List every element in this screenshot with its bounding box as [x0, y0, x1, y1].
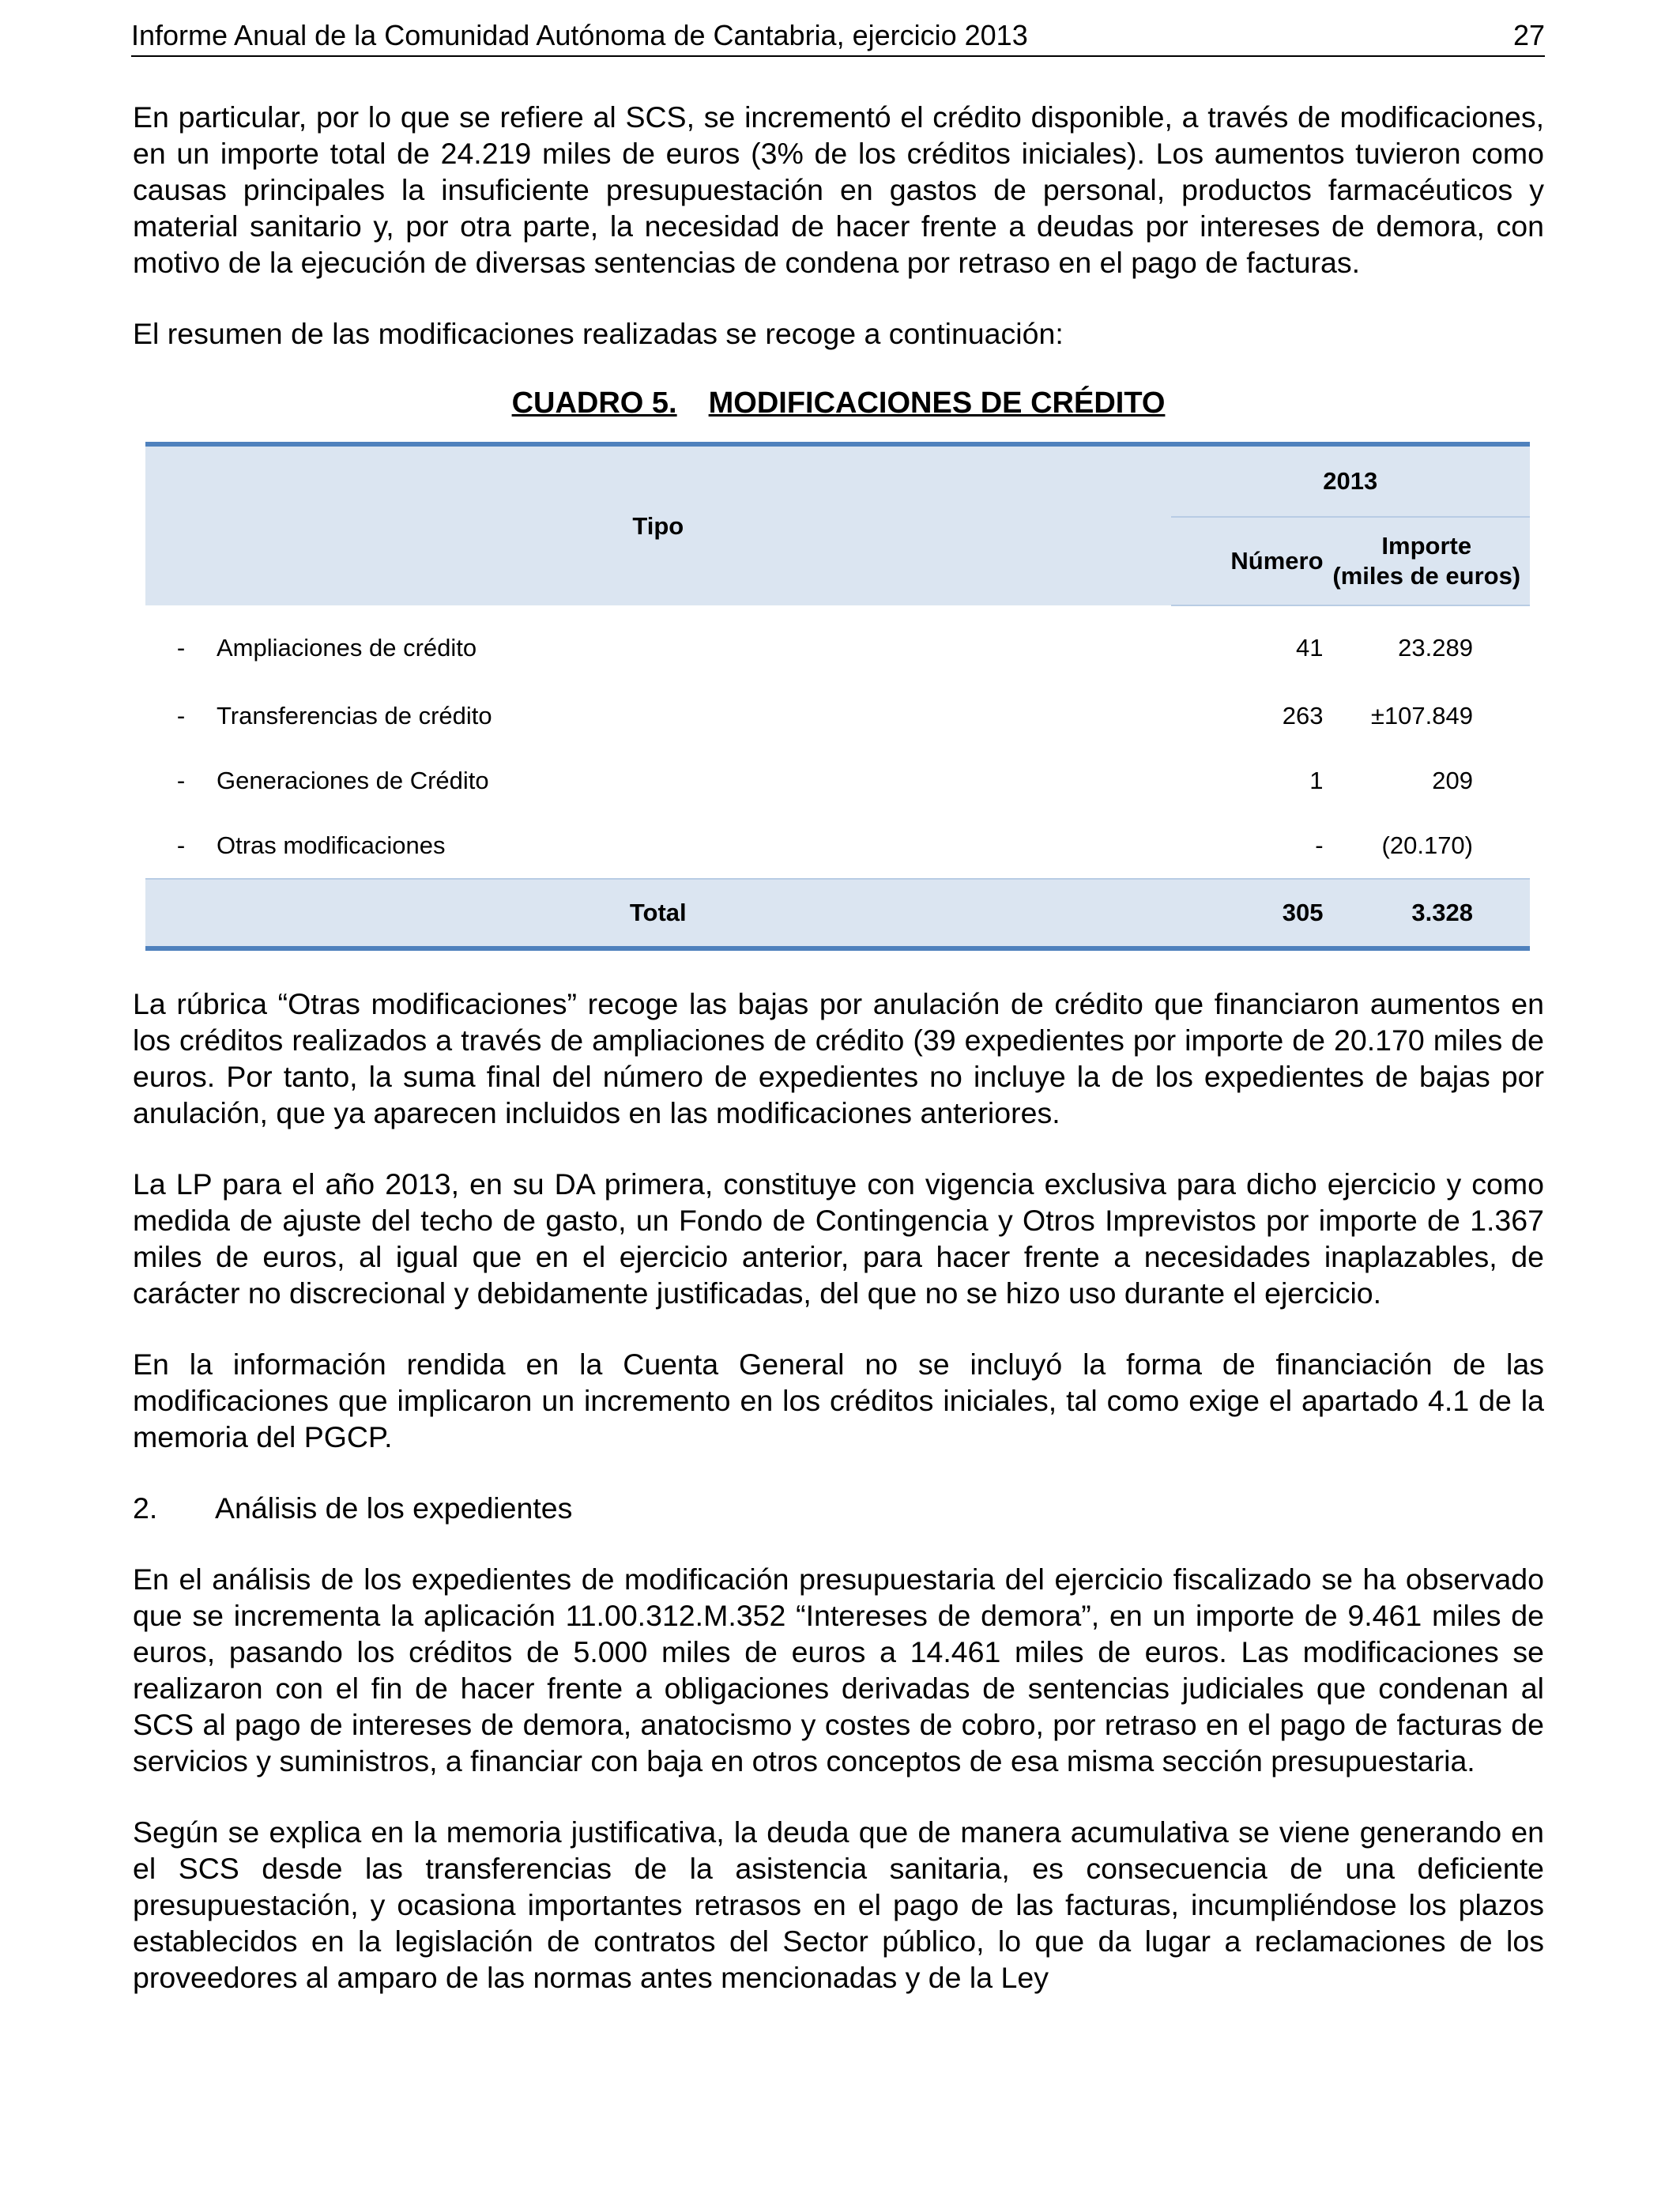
row-numero: 41 [1296, 634, 1324, 662]
modificaciones-table [145, 442, 1530, 951]
row-bullet: - [176, 831, 186, 859]
total-numero: 305 [1171, 879, 1324, 948]
row-importe: (20.170) [1381, 831, 1473, 859]
row-numero: 1 [1309, 767, 1324, 794]
table-row [145, 605, 1530, 684]
section-title: Análisis de los expedientes [215, 1491, 573, 1525]
row-bullet: - [176, 633, 186, 662]
row-label: Otras modificaciones [217, 831, 446, 859]
table-caption [133, 385, 1544, 421]
section-number: 2. [133, 1491, 158, 1525]
paragraph-cuenta-general: En la información rendida en la Cuenta General no se incluyó la forma de financiación de las modificaciones que implicaron un incremento en los créditos iniciales, tal como exige el apartado 4.1 de la memoria del PGCP. [133, 1348, 1544, 1453]
row-label: Transferencias de crédito [217, 702, 492, 729]
row-importe: 209 [1432, 767, 1473, 794]
header-tipo: Tipo [145, 444, 1171, 605]
total-label: Total [145, 879, 1171, 948]
header-numero: Número [1171, 517, 1324, 605]
row-bullet: - [176, 702, 186, 729]
row-bullet: - [176, 767, 186, 794]
page-number: 27 [1512, 19, 1545, 51]
paragraph-scs-modificaciones: En particular, por lo que se refiere al SCS, se incrementó el crédito disponible, a través de modificaciones, en un importe total de 24.219 miles de euros (3% de los créditos iniciales). Los aumentos tuvieron como causas principales la insuficiente presupuestación en gastos de personal, productos farmacéuticos y material sanitario y, por otra parte, la necesidad de hacer frente a deudas por intereses de demora, con motivo de la ejecución de diversas sentencias de condena por retraso en el pago de facturas. [133, 100, 1544, 279]
paragraph-memoria-justificativa: Según se explica en la memoria justificativa, la deuda que de manera acumulativa se viene generando en el SCS desde las transferencias de la asistencia sanitaria, es consecuencia de una deficiente presupuestación, y ocasiona importantes retrasos en el pago de las facturas, incumpliéndose los plazos establecidos en la legislación de contratos del Sector público, lo que da lugar a reclamaciones de los proveedores al amparo de las normas antes mencionadas y de la Ley [133, 1815, 1544, 1994]
row-numero: - [1315, 831, 1324, 859]
header-title: Informe Anual de la Comunidad Autónoma de Cantabria, ejercicio 2013 [131, 19, 1028, 51]
row-importe: ±107.849 [1370, 702, 1473, 729]
header-year: 2013 [1171, 444, 1530, 517]
row-label: Generaciones de Crédito [217, 767, 489, 794]
table-caption-title: MODIFICACIONES DE CRÉDITO [708, 386, 1166, 420]
total-importe: 3.328 [1324, 879, 1530, 948]
section-heading [133, 1490, 1544, 1526]
paragraph-fondo-contingencia: La LP para el año 2013, en su DA primera, constituye con vigencia exclusiva para dicho ejercicio y como medida de ajuste del techo de gasto, un Fondo de Contingencia y Otros Imprevistos por importe de 1.367 miles de euros, al igual que en el ejercicio anterior, para hacer frente a necesidades inaplazables, de carácter no discrecional y debidamente justificadas, del que no se hizo uso durante el ejercicio. [133, 1167, 1544, 1310]
table-row [145, 748, 1530, 813]
header-importe-line1: Importe [1381, 532, 1472, 560]
row-numero: 263 [1282, 702, 1324, 729]
row-label: Ampliaciones de crédito [217, 633, 477, 662]
paragraph-resumen-intro: El resumen de las modificaciones realizadas se recoge a continuación: [133, 317, 1064, 350]
page-header [131, 16, 1545, 57]
table-header-row [145, 444, 1530, 517]
table-total-row [145, 879, 1530, 948]
table-row [145, 813, 1530, 879]
table-row [145, 684, 1530, 748]
header-importe-line2: (miles de euros) [1332, 562, 1521, 590]
document-body [133, 99, 1544, 1996]
row-importe: 23.289 [1398, 634, 1473, 662]
header-importe [1324, 517, 1530, 605]
table-caption-number: CUADRO 5. [511, 386, 677, 420]
paragraph-analisis-expedientes: En el análisis de los expedientes de modificación presupuestaria del ejercicio fiscalizado se ha observado que se incrementa la aplicación 11.00.312.M.352 “Intereses de demora”, en un importe de 9.461 miles de euros, pasando los créditos de 5.000 miles de euros a 14.461 miles de euros. Las modificaciones se realizaron con el fin de hacer frente a obligaciones derivadas de sentencias judiciales que condenan al SCS al pago de intereses de demora, anatocismo y costes de cobro, por retraso en el pago de facturas de servicios y suministros, a financiar con baja en otros conceptos de esa misma sección presupuestaria. [133, 1563, 1544, 1777]
paragraph-otras-modificaciones: La rúbrica “Otras modificaciones” recoge las bajas por anulación de crédito que financiaron aumentos en los créditos realizados a través de ampliaciones de crédito (39 expedientes por importe de 20.170 miles de euros. Por tanto, la suma final del número de expedientes no incluye la de los expedientes de bajas por anulación, que ya aparecen incluidos en las modificaciones anteriores. [133, 987, 1544, 1129]
